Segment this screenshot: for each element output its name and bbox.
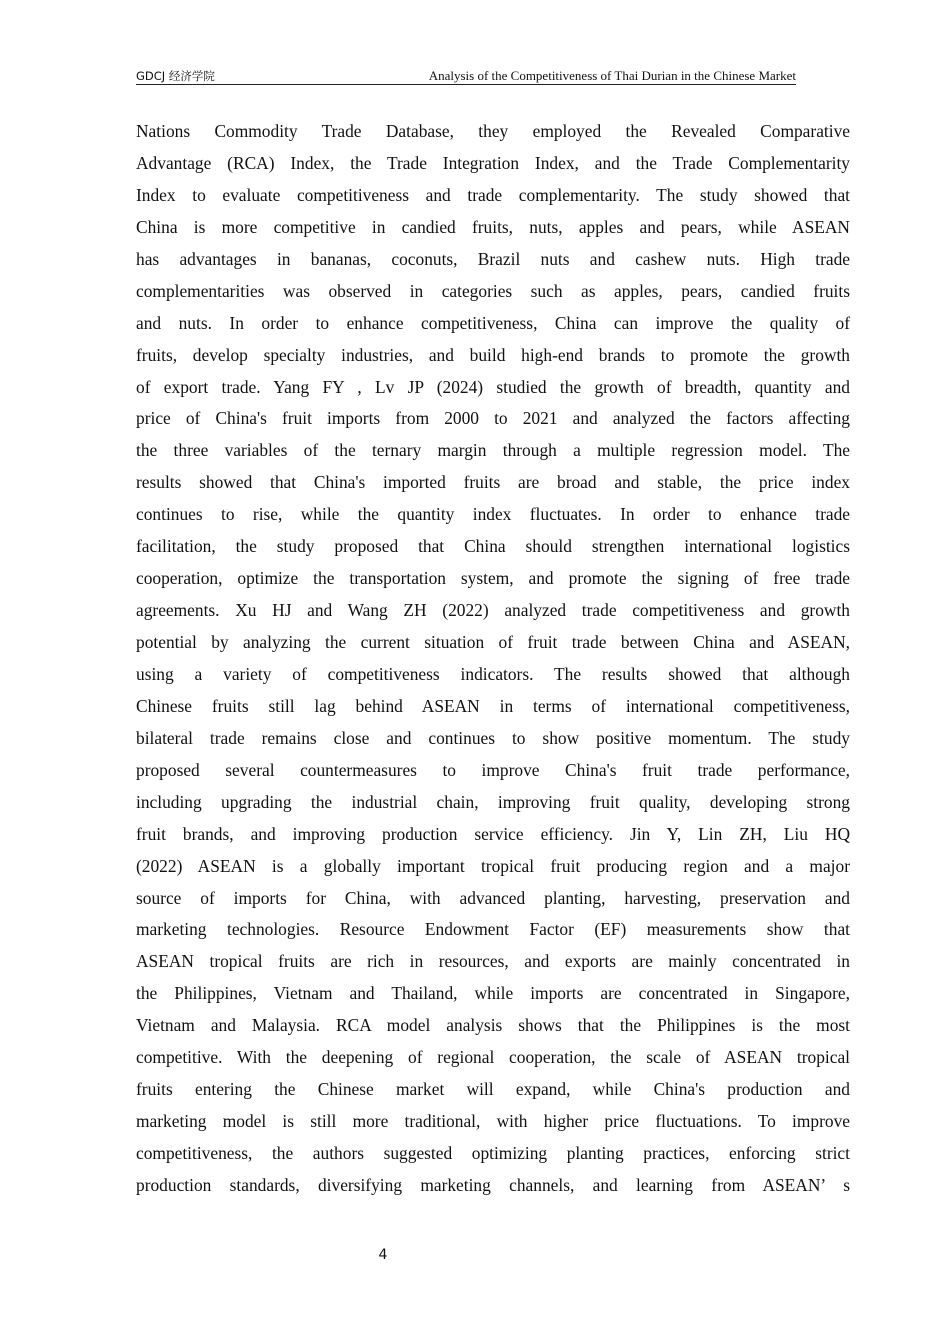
text-line: competitiveness, the authors suggested optimizing planting practices, enforcing strict: [136, 1143, 850, 1163]
text-line: agreements. Xu HJ and Wang ZH (2022) analyzed trade competitiveness and growth: [136, 600, 850, 621]
text-line: facilitation, the study proposed that China should strengthen international logistics: [136, 536, 850, 557]
text-line: price of China's fruit imports from 2000 to 2021 and analyzed the factors affecting: [136, 408, 850, 429]
text-line: source of imports for China, with advanced planting, harvesting, preservation and: [136, 887, 850, 908]
text-line: complementarities was observed in categories such as apples, pears, candied fruits: [136, 280, 850, 301]
text-line: the Philippines, Vietnam and Thailand, while imports are concentrated in Singapore,: [136, 983, 850, 1004]
text-line: the three variables of the ternary margin through a multiple regression model. The: [136, 440, 850, 461]
text-line: Nations Commodity Trade Database, they employed the Revealed Comparative: [136, 121, 850, 141]
text-line: ASEAN tropical fruits are rich in resources, and exports are mainly concentrated in: [136, 951, 850, 972]
text-line: China is more competitive in candied fruits, nuts, apples and pears, while ASEAN: [136, 216, 850, 237]
text-line: and nuts. In order to enhance competitiveness, China can improve the quality of: [136, 312, 850, 333]
text-line: fruit brands, and improving production service efficiency. Jin Y, Lin ZH, Liu HQ: [136, 823, 850, 844]
text-line: cooperation, optimize the transportation system, and promote the signing of free trade: [136, 568, 850, 589]
header-institution: GDCJ 经济学院: [136, 69, 215, 83]
text-line: continues to rise, while the quantity index fluctuates. In order to enhance trade: [136, 504, 850, 525]
text-line: including upgrading the industrial chain, improving fruit quality, developing strong: [136, 791, 850, 812]
text-line: fruits, develop specialty industries, and build high-end brands to promote the growth: [136, 344, 850, 365]
text-line: Chinese fruits still lag behind ASEAN in terms of international competitiveness,: [136, 695, 850, 716]
text-line: marketing model is still more traditional, with higher price fluctuations. To improve: [136, 1111, 850, 1132]
text-line: proposed several countermeasures to improve China's fruit trade performance,: [136, 759, 850, 780]
text-line: Vietnam and Malaysia. RCA model analysis shows that the Philippines is the most: [136, 1015, 850, 1036]
running-header: [136, 68, 796, 85]
text-line: Advantage (RCA) Index, the Trade Integration Index, and the Trade Complementarity: [136, 152, 850, 173]
text-line: (2022) ASEAN is a globally important tropical fruit producing region and a major: [136, 855, 850, 876]
body-paragraph: [136, 116, 850, 1202]
text-line: of export trade. Yang FY , Lv JP (2024) studied the growth of breadth, quantity and: [136, 376, 850, 397]
text-line: using a variety of competitiveness indicators. The results showed that although: [136, 663, 850, 684]
text-line: results showed that China's imported fruits are broad and stable, the price index: [136, 472, 850, 493]
text-line: fruits entering the Chinese market will expand, while China's production and: [136, 1079, 850, 1100]
text-line: competitive. With the deepening of regional cooperation, the scale of ASEAN tropical: [136, 1047, 850, 1068]
text-line: bilateral trade remains close and continues to show positive momentum. The study: [136, 727, 850, 748]
text-line: potential by analyzing the current situation of fruit trade between China and ASEAN,: [136, 632, 850, 652]
text-line: has advantages in bananas, coconuts, Brazil nuts and cashew nuts. High trade: [136, 248, 850, 269]
page-number: 4: [378, 1247, 388, 1263]
text-line: Index to evaluate competitiveness and trade complementarity. The study showed that: [136, 184, 850, 205]
header-title: Analysis of the Competitiveness of Thai Durian in the Chinese Market: [428, 68, 796, 83]
text-line: marketing technologies. Resource Endowment Factor (EF) measurements show that: [136, 919, 850, 940]
text-line: production standards, diversifying marketing channels, and learning from ASEAN’ s: [136, 1174, 850, 1195]
